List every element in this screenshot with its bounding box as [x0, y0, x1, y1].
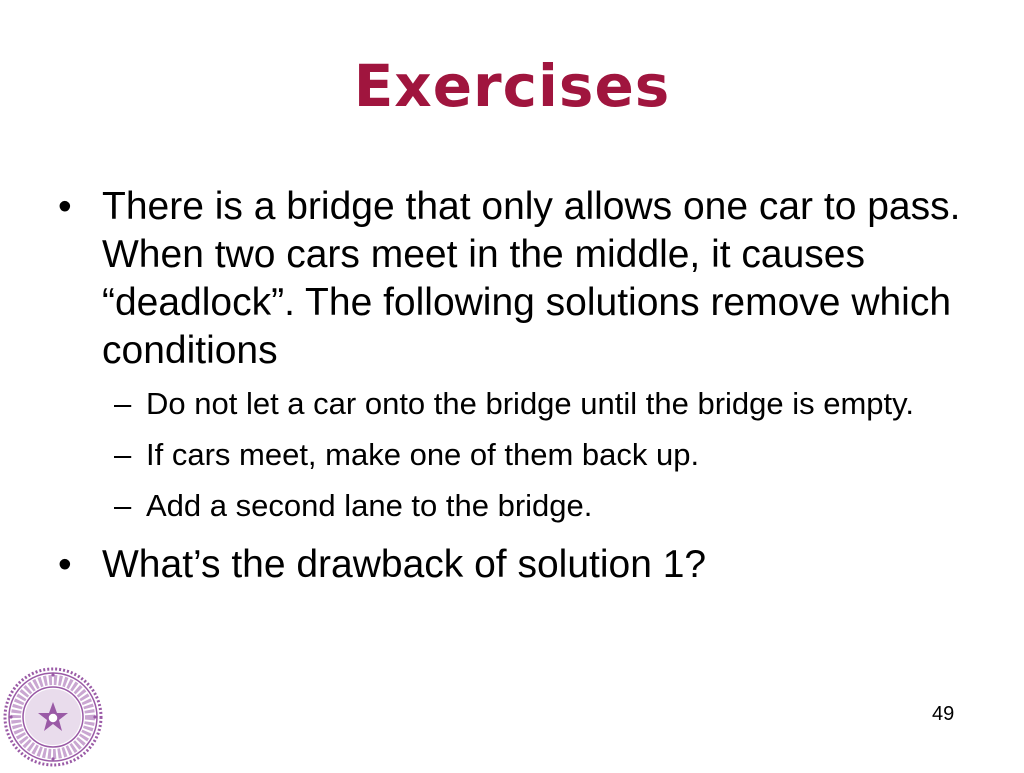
bullet-mark: • — [58, 543, 72, 586]
dash-mark: – — [114, 386, 132, 421]
dash-mark: – — [114, 437, 132, 472]
page-number: 49 — [932, 703, 955, 725]
sub-bullet-list — [58, 383, 978, 527]
bullet-item — [58, 183, 978, 375]
sub-bullet-item — [58, 485, 978, 527]
dash-mark: – — [114, 488, 132, 523]
sub-bullet-text: If cars meet, make one of them back up. — [146, 437, 700, 472]
bullet-item — [58, 541, 978, 589]
sub-bullet-item — [58, 383, 978, 425]
slide-content — [58, 183, 978, 589]
university-seal-icon — [0, 662, 106, 768]
sub-bullet-text: Add a second lane to the bridge. — [146, 488, 593, 523]
sub-bullet-item — [58, 434, 978, 476]
bullet-mark: • — [58, 185, 72, 228]
slide-title: Exercises — [353, 52, 671, 120]
bullet-text: There is a bridge that only allows one car to pass. When two cars meet in the middle, it causes “deadlock”. The following solutions remove which conditions — [102, 185, 961, 372]
bullet-text: What’s the drawback of solution 1? — [102, 543, 707, 586]
sub-bullet-text: Do not let a car onto the bridge until the bridge is empty. — [146, 386, 914, 421]
